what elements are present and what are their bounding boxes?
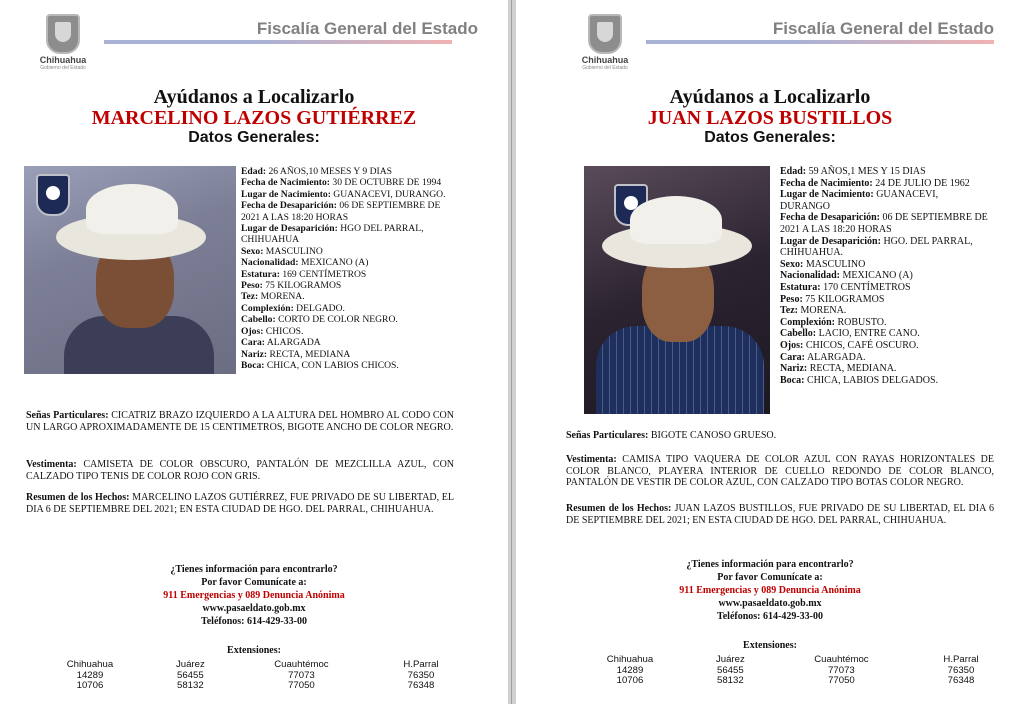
resumen-hechos: Resumen de los Hechos: MARCELINO LAZOS GUTIÉRREZ, FUE PRIVADO DE SU LIBERTAD, EL DIA 6 DE SEPTIEMBRE DEL 2021; EN ESTA CIUDAD DE HGO. DEL PARRAL, CHIHUAHUA. [26,492,454,515]
senas-particulares: Señas Particulares: CICATRIZ BRAZO IZQUIERDO A LA ALTURA DEL HOMBRO AL CODO CON UN LARGO APROXIMADAMENTE DE 15 CENTIMETROS, BIGOTE ANCHO DE COLOR NEGRO. [26,410,454,433]
header-bar [104,40,452,44]
ext-number: 10706 [76,680,104,691]
ext-number: 14289 [616,664,644,676]
vestimenta: Vestimenta: CAMISA TIPO VAQUERA DE COLOR AZUL CON RAYAS HORIZONTALES DE COLOR BLANCO, PLAYERA INTERIOR DE CUELLO REDONDO DE COLOR BLANCO, PANTALÓN DE VESTIR DE COLOR AZUL, CON CALZADO TIPO BOTAS COLOR NEGRO. [566,454,995,489]
ext-number: 14289 [76,669,104,681]
extensions-table [568,655,1008,687]
coat-of-arms-icon [46,14,80,54]
coat-of-arms-icon [588,14,622,54]
field-peso: Peso: 75 KILOGRAMOS [780,293,885,305]
ext-number: 77073 [288,669,315,681]
field-nariz: Nariz: RECTA, MEDIANA. [780,363,897,375]
person-name: MARCELINO LAZOS GUTIÉRREZ [91,107,417,129]
field-nacionalidad: Nacionalidad: MEXICANO (A) [241,257,369,269]
person-photo [584,166,770,414]
phone-numbers: Teléfonos: 614-429-33-00 [716,611,823,622]
contact-block [516,558,1024,623]
field-sexo: Sexo: MASCULINO [780,258,866,270]
field-ojos: Ojos: CHICOS. [241,325,304,337]
ext-city: Juárez [175,659,205,670]
header-bar [646,40,994,44]
agency-title: Fiscalía General del Estado [772,19,994,38]
vestimenta: Vestimenta: CAMISETA DE COLOR OBSCURO, PANTALÓN DE MEZCLILLA AZUL, CON CALZADO TIPO TENIS DE COLOR ROJO CON GRIS. [26,459,455,482]
poster-subheading: Datos Generales: [704,129,836,146]
contact-block [0,563,508,628]
phone-numbers: Teléfonos: 614-429-33-00 [200,616,307,627]
ext-city: Cuauhtémoc [274,659,329,670]
field-nariz: Nariz: RECTA, MEDIANA [241,348,351,360]
ext-number: 77073 [828,664,855,676]
logo-subtitle: Gobierno del Estado [40,65,86,71]
field-nacimiento: Fecha de Nacimiento: 30 DE OCTUBRE DE 1994 [241,177,442,189]
field-complexion: Complexión: ROBUSTO. [780,316,887,328]
field-lugar-nacimiento: Lugar de Nacimiento: GUANACEVI, DURANGO [780,189,939,212]
field-boca: Boca: CHICA, CON LABIOS CHICOS. [241,359,399,371]
poster-heading: Ayúdanos a Localizarlo [669,86,871,108]
agency-title: Fiscalía General del Estado [256,19,478,38]
field-fecha-desaparicion: Fecha de Desaparición: 06 DE SEPTIEMBRE DE 2021 A LAS 18:20 HORAS [241,200,441,223]
extensions-title: Extensiones: [227,645,281,656]
ext-number: 76350 [947,664,975,676]
contact-question: ¿Tienes información para encontrarlo? [170,564,338,575]
state-logo [38,14,88,71]
emergency-numbers: 911 Emergencias y 089 Denuncia Anónima [163,590,345,601]
police-badge-icon [36,174,70,216]
field-fecha-desaparicion: Fecha de Desaparición: 06 DE SEPTIEMBRE DE 2021 A LAS 18:20 HORAS [780,212,988,235]
field-boca: Boca: CHICA, LABIOS DELGADOS. [780,374,939,386]
table-row [28,660,468,671]
field-estatura: Estatura: 170 CENTÍMETROS [780,281,911,293]
extensions-title: Extensiones: [743,640,797,651]
field-tez: Tez: MORENA. [241,291,305,303]
website-link[interactable]: www.pasaeldato.gob.mx [202,603,306,614]
ext-number: 58132 [177,680,204,691]
field-lugar-nacimiento: Lugar de Nacimiento: GUANACEVI, DURANGO. [241,188,446,200]
datos-generales [780,166,990,386]
field-ojos: Ojos: CHICOS, CAFÉ OSCURO. [780,339,919,351]
ext-number: 77050 [288,680,315,691]
field-cabello: Cabello: CORTO DE COLOR NEGRO. [241,314,398,326]
field-nacimiento: Fecha de Nacimiento: 24 DE JULIO DE 1962 [780,177,970,189]
ext-city: Juárez [715,654,745,665]
field-peso: Peso: 75 KILOGRAMOS [241,280,342,292]
contact-please: Por favor Comunícate a: [201,577,307,588]
ext-number: 76350 [407,669,435,681]
ext-number: 10706 [616,675,644,686]
ext-city: H.Parral [943,654,979,665]
logo-label: Chihuahua [39,55,87,65]
field-complexion: Complexión: DELGADO. [241,302,345,314]
state-logo [580,14,630,71]
datos-generales [241,166,453,371]
field-tez: Tez: MORENA. [780,305,847,317]
resumen-hechos: Resumen de los Hechos: JUAN LAZOS BUSTILLOS, FUE PRIVADO DE SU LIBERTAD, EL DIA 6 DE SEPTIEMBRE DEL 2021; EN ESTA CIUDAD DE HGO. DEL PARRAL, CHIHUAHUA. [566,503,994,526]
poster-heading: Ayúdanos a Localizarlo [153,86,355,108]
field-cara: Cara: ALARGADA. [780,351,866,363]
logo-label: Chihuahua [581,55,629,65]
field-nacionalidad: Nacionalidad: MEXICANO (A) [780,270,913,282]
emergency-numbers: 911 Emergencias y 089 Denuncia Anónima [679,585,861,596]
ext-city: Chihuahua [606,654,654,665]
ext-number: 77050 [828,675,855,686]
ext-city: Chihuahua [66,659,114,670]
ext-number: 58132 [717,675,744,686]
poster-subheading: Datos Generales: [188,129,320,146]
field-estatura: Estatura: 169 CENTÍMETROS [241,268,367,280]
field-edad: Edad: 59 AÑOS,1 MES Y 15 DIAS [780,166,926,177]
senas-particulares: Señas Particulares: BIGOTE CANOSO GRUESO. [566,430,777,441]
contact-please: Por favor Comunícate a: [717,572,823,583]
ext-number: 56455 [177,669,204,681]
table-row [568,655,1008,666]
photo-hat [86,184,178,234]
ext-number: 76348 [407,680,435,691]
field-lugar-desaparicion: Lugar de Desaparición: HGO. DEL PARRAL, CHIHUAHUA. [780,235,973,259]
contact-question: ¿Tienes información para encontrarlo? [686,559,854,570]
field-cabello: Cabello: LACIO, ENTRE CANO. [780,328,920,340]
logo-subtitle: Gobierno del Estado [582,65,628,71]
field-lugar-desaparicion: Lugar de Desaparición: HGO DEL PARRAL, CHIHUAHUA [241,223,424,246]
page-divider [508,0,516,704]
ext-number: 76348 [947,675,975,686]
table-row [568,676,1008,687]
extensions-table [28,660,468,692]
poster-marcelino [0,0,508,704]
ext-city: H.Parral [403,659,439,670]
table-row [28,681,468,692]
photo-hat [630,196,722,244]
website-link[interactable]: www.pasaeldato.gob.mx [718,598,822,609]
field-cara: Cara: ALARGADA [241,337,321,349]
field-sexo: Sexo: MASCULINO [241,245,323,257]
poster-juan [516,0,1024,704]
person-photo [24,166,236,374]
ext-number: 56455 [717,664,744,676]
field-edad: Edad: 26 AÑOS,10 MESES Y 9 DIAS [241,166,392,177]
ext-city: Cuauhtémoc [814,654,869,665]
person-name: JUAN LAZOS BUSTILLOS [647,107,893,129]
